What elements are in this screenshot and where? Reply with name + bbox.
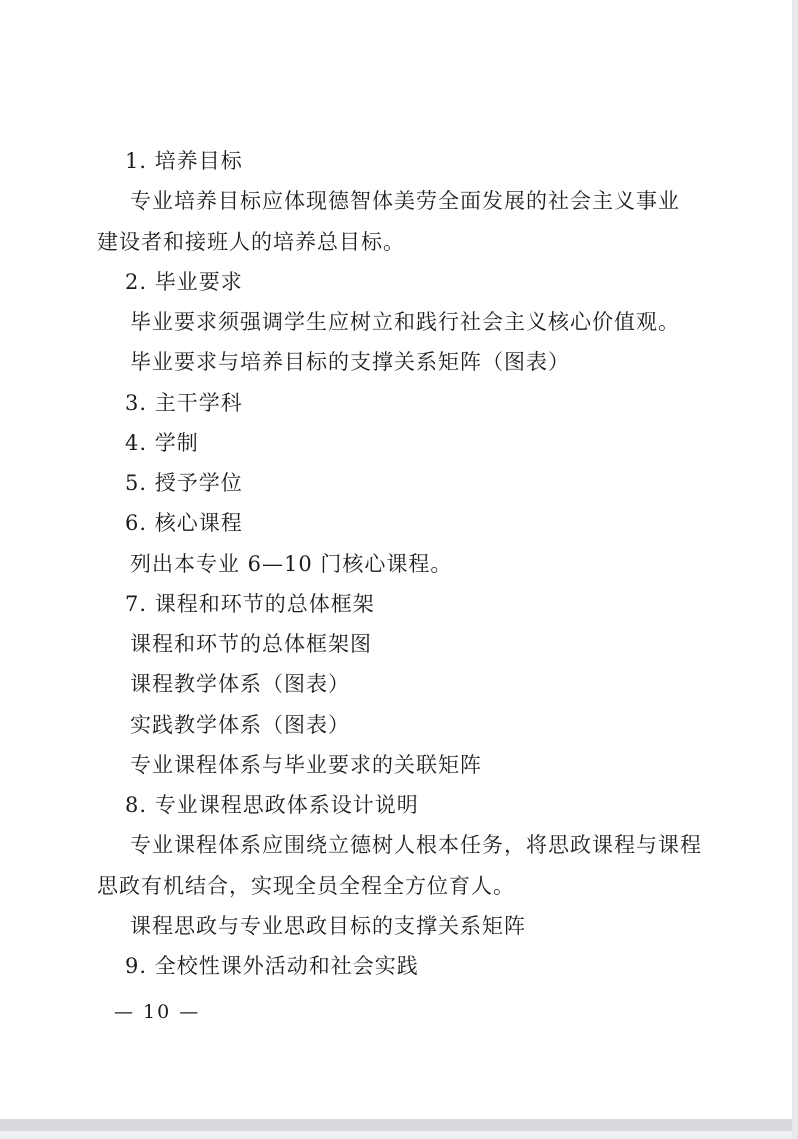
document-line: 5. 授予学位 — [125, 471, 243, 495]
page-number: — 10 — — [114, 1001, 201, 1023]
document-line: 9. 全校性课外活动和社会实践 — [125, 954, 419, 978]
document-line: 实践教学体系（图表） — [130, 712, 350, 737]
document-line: 列出本专业 6—10 门核心课程。 — [130, 551, 453, 576]
page-bottom-gap — [0, 1119, 792, 1131]
document-line: 4. 学制 — [125, 430, 199, 455]
document-line: 课程和环节的总体框架图 — [130, 632, 372, 656]
document-line: 7. 课程和环节的总体框架 — [125, 591, 375, 616]
document-line: 思政有机结合，实现全员全程全方位育人。 — [97, 873, 515, 898]
next-page-top-edge — [0, 1131, 792, 1139]
document-line: 专业课程体系应围绕立德树人根本任务，将思政课程与课程 — [130, 833, 702, 858]
document-line: 1. 培养目标 — [125, 149, 243, 173]
document-line: 课程思政与专业思政目标的支撑关系矩阵 — [130, 913, 526, 938]
document-line: 毕业要求须强调学生应树立和践行社会主义核心价值观。 — [130, 310, 680, 334]
document-line: 毕业要求与培养目标的支撑关系矩阵（图表） — [130, 350, 570, 375]
document-line: 8. 专业课程思政体系设计说明 — [125, 793, 419, 817]
document-line: 专业课程体系与毕业要求的关联矩阵 — [130, 752, 482, 777]
document-line: 建设者和接班人的培养总目标。 — [97, 229, 405, 254]
document-line: 6. 核心课程 — [125, 511, 243, 536]
document-line: 2. 毕业要求 — [125, 269, 243, 294]
document-line: 3. 主干学科 — [125, 390, 243, 415]
document-body — [97, 141, 702, 986]
page-right-edge — [792, 0, 798, 1139]
document-line: 专业培养目标应体现德智体美劳全面发展的社会主义事业 — [130, 189, 680, 214]
document-line: 课程教学体系（图表） — [130, 672, 350, 697]
